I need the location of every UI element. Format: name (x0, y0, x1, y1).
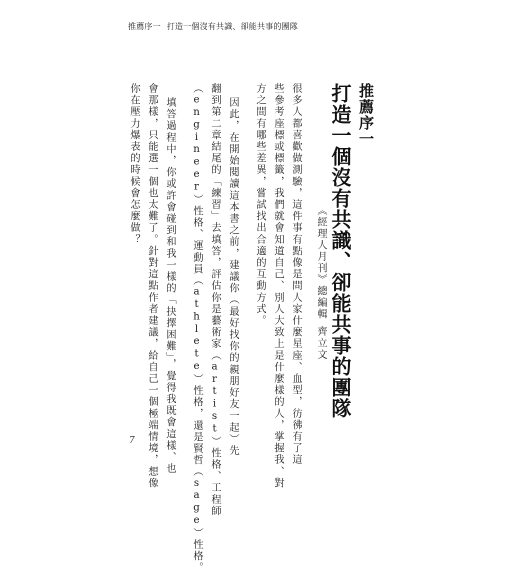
body-column-4: 因此，在開始閱讀這本書之前，建議你（最好找你的親朋好友一起）先 (227, 97, 238, 457)
body-column-1: 很多人都喜歡做測驗，這件事有點像是問人家什麼星座、血型，彷彿有了這 (290, 83, 301, 466)
preface-title: 打造一個沒有共識、卻能共事的團隊 (328, 83, 352, 419)
body-column-7: 填答過程中，你或許會碰到和我一樣的「抉擇困難」，覺得我既會這樣、也 (164, 97, 175, 475)
running-header-label: 推薦序一 (128, 22, 161, 31)
body-column-2: 些參考座標或標籤，我們就會知道自己、別人大致上是什麼樣的人，掌握我、對 (272, 83, 283, 489)
body-column-3: 方之間有哪些差異，嘗試找出合適的互動方式。 (254, 83, 265, 327)
running-header (128, 22, 298, 32)
running-header-title: 打造一個沒有共識、卻能共事的團隊 (166, 22, 299, 31)
attribution-author: 齊立文 (315, 326, 326, 361)
body-column-8: 會那樣，只能選一個也太難了。針對這點作者建議，給自己一個極端情境，想像 (146, 83, 157, 489)
body-column-9: 你在壓力爆表的時候會怎麼做？ (128, 83, 139, 246)
attribution (314, 205, 328, 420)
page-number: 7 (129, 436, 135, 446)
attribution-source: 《經理人月刊》總編輯 (315, 205, 326, 320)
body-column-5: 翻到第二章結尾的「練習」去填答，評估你是藝術家（artist）性格、工程師 (209, 83, 220, 517)
body-column-6: （engineer）性格、運動員（athlete）性格，還是賢哲（sage）性格。 (191, 83, 202, 574)
preface-label: 推薦序一 (357, 83, 375, 147)
